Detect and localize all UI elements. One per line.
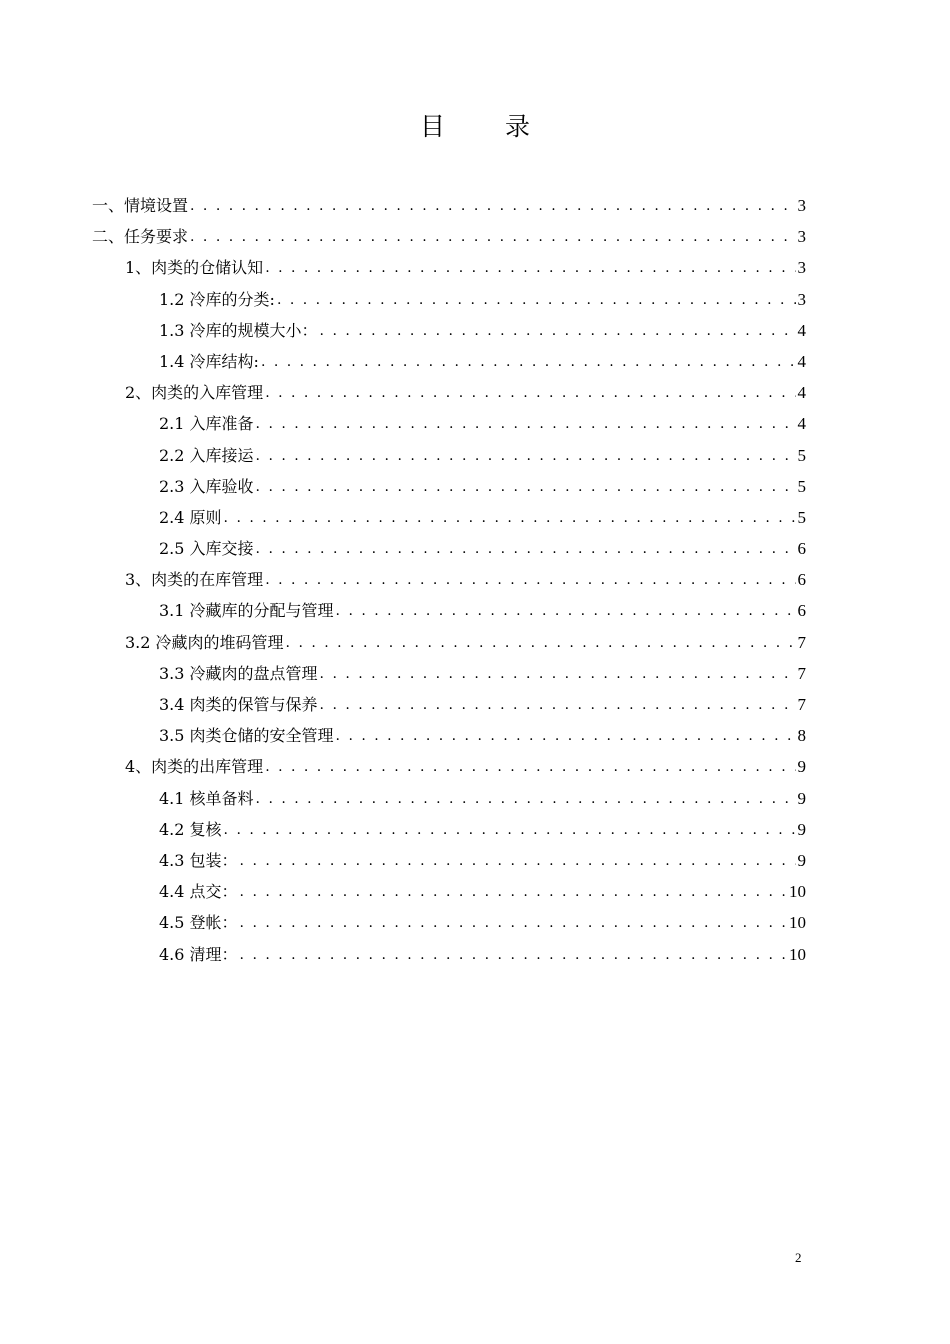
toc-entry-page: 9 <box>797 788 806 808</box>
toc-dot-leader <box>256 534 796 565</box>
toc-entry[interactable] <box>92 408 806 439</box>
toc-dot-leader <box>256 784 796 815</box>
toc-entry-label: 2、肉类的入库管理 <box>125 383 264 403</box>
toc-entry-label: 3.5 肉类仓储的安全管理 <box>159 726 334 746</box>
toc-entry-page: 6 <box>797 539 806 559</box>
toc-entry-page: 5 <box>797 507 806 527</box>
toc-entry-page: 4 <box>797 414 806 434</box>
toc-entry[interactable] <box>92 221 806 252</box>
toc-dot-leader <box>240 877 787 908</box>
toc-dot-leader <box>265 565 795 596</box>
toc-entry-label: 4.6 清理： <box>159 944 238 964</box>
toc-entry-label: 2.5 入库交接 <box>159 539 254 559</box>
toc-entry[interactable] <box>92 533 806 564</box>
toc-entry-page: 9 <box>797 819 806 839</box>
toc-entry-label: 2.4 原则 <box>159 507 222 527</box>
toc-dot-leader <box>256 409 796 440</box>
toc-entry-page: 4 <box>797 320 806 340</box>
toc-entry-page: 7 <box>797 695 806 714</box>
toc-entry-page: 3 <box>797 227 806 247</box>
toc-entry-page: 4 <box>797 383 806 403</box>
toc-dot-leader <box>240 908 787 939</box>
toc-dot-leader <box>190 222 795 253</box>
toc-dot-leader <box>265 253 795 284</box>
toc-entry[interactable] <box>92 720 806 751</box>
toc-dot-leader <box>265 378 795 409</box>
toc-entry-label: 1.2 冷库的分类: <box>159 289 275 309</box>
toc-dot-leader <box>261 347 796 378</box>
toc-title: 目 录 <box>420 111 556 141</box>
toc-entry-label: 4、肉类的出库管理 <box>125 757 264 777</box>
toc-entry-label: 3.4 肉类的保管与保养 <box>159 695 318 714</box>
toc-entry-label: 一、情境设置 <box>92 196 189 215</box>
toc-entry-label: 3.3 冷藏肉的盘点管理 <box>159 663 318 683</box>
toc-entry[interactable] <box>92 440 806 471</box>
toc-entry[interactable] <box>92 627 806 658</box>
toc-entry[interactable] <box>92 346 806 377</box>
toc-entry[interactable] <box>92 284 806 315</box>
toc-entry[interactable] <box>92 845 806 876</box>
toc-dot-leader <box>320 690 796 721</box>
toc-entry-page: 5 <box>797 445 806 465</box>
toc-entry-label: 3.1 冷藏库的分配与管理 <box>159 601 334 621</box>
toc-dot-leader <box>265 752 795 783</box>
page-number: 2 <box>795 1250 802 1265</box>
toc-entry-page: 7 <box>797 663 806 683</box>
toc-entry-label: 2.1 入库准备 <box>159 414 254 434</box>
toc-entry[interactable] <box>92 595 806 626</box>
toc-dot-leader <box>277 285 796 316</box>
toc-entry[interactable] <box>92 564 806 595</box>
toc-entry-label: 4.4 点交： <box>159 882 238 902</box>
toc-entry-page: 10 <box>789 913 806 933</box>
toc-entry[interactable] <box>92 751 806 782</box>
toc-entry-page: 3 <box>797 289 806 309</box>
toc-entry[interactable] <box>92 783 806 814</box>
toc-entry[interactable] <box>92 377 806 408</box>
toc-entry[interactable] <box>92 689 806 720</box>
toc-entry[interactable] <box>92 939 806 970</box>
toc-entry-page: 3 <box>797 196 806 215</box>
toc-dot-leader <box>224 815 796 846</box>
toc-entry-label: 4.1 核单备料 <box>159 788 254 808</box>
toc-entry-page: 6 <box>797 601 806 621</box>
toc-dot-leader <box>240 846 796 877</box>
toc-entry-page: 4 <box>797 351 806 371</box>
toc-entry-label: 3、肉类的在库管理 <box>125 570 264 590</box>
toc-entry-page: 8 <box>797 726 806 746</box>
toc-dot-leader <box>320 316 796 347</box>
toc-entry-page: 10 <box>789 882 806 902</box>
toc-entry-label: 二、任务要求 <box>92 227 189 247</box>
toc-dot-leader <box>336 721 796 752</box>
toc-entry-label: 4.5 登帐： <box>159 913 238 933</box>
toc-entry-page: 10 <box>789 944 806 964</box>
toc-entry-label: 4.3 包装： <box>159 850 238 870</box>
toc-entry-label: 1、肉类的仓储认知 <box>125 258 264 278</box>
toc-entry-page: 9 <box>797 850 806 870</box>
toc-entry[interactable] <box>92 907 806 938</box>
toc-dot-leader <box>256 472 796 503</box>
toc-entry-page: 9 <box>797 757 806 777</box>
toc-entry[interactable] <box>92 876 806 907</box>
toc-entry-label: 4.2 复核 <box>159 819 222 839</box>
toc-entry-label: 3.2 冷藏肉的堆码管理 <box>125 632 284 652</box>
toc-dot-leader <box>190 191 795 222</box>
toc-entry[interactable] <box>92 471 806 502</box>
toc-dot-leader <box>240 940 787 971</box>
toc-entry-page: 3 <box>797 258 806 278</box>
toc-entry[interactable] <box>92 315 806 346</box>
toc-dot-leader <box>320 659 796 690</box>
toc-dot-leader <box>224 503 796 534</box>
table-of-contents <box>92 190 806 970</box>
toc-entry-label: 2.2 入库接运 <box>159 445 254 465</box>
toc-entry[interactable] <box>92 814 806 845</box>
toc-entry-page: 7 <box>797 632 806 652</box>
toc-entry[interactable] <box>92 502 806 533</box>
toc-entry[interactable] <box>92 658 806 689</box>
toc-entry[interactable] <box>92 190 806 221</box>
toc-dot-leader <box>286 628 796 659</box>
toc-dot-leader <box>336 596 796 627</box>
toc-entry-label: 1.4 冷库结构: <box>159 351 259 371</box>
toc-entry[interactable] <box>92 252 806 283</box>
toc-dot-leader <box>256 441 796 472</box>
toc-entry-page: 6 <box>797 570 806 590</box>
toc-entry-label: 2.3 入库验收 <box>159 476 254 496</box>
toc-entry-page: 5 <box>797 476 806 496</box>
toc-entry-label: 1.3 冷库的规模大小： <box>159 320 318 340</box>
